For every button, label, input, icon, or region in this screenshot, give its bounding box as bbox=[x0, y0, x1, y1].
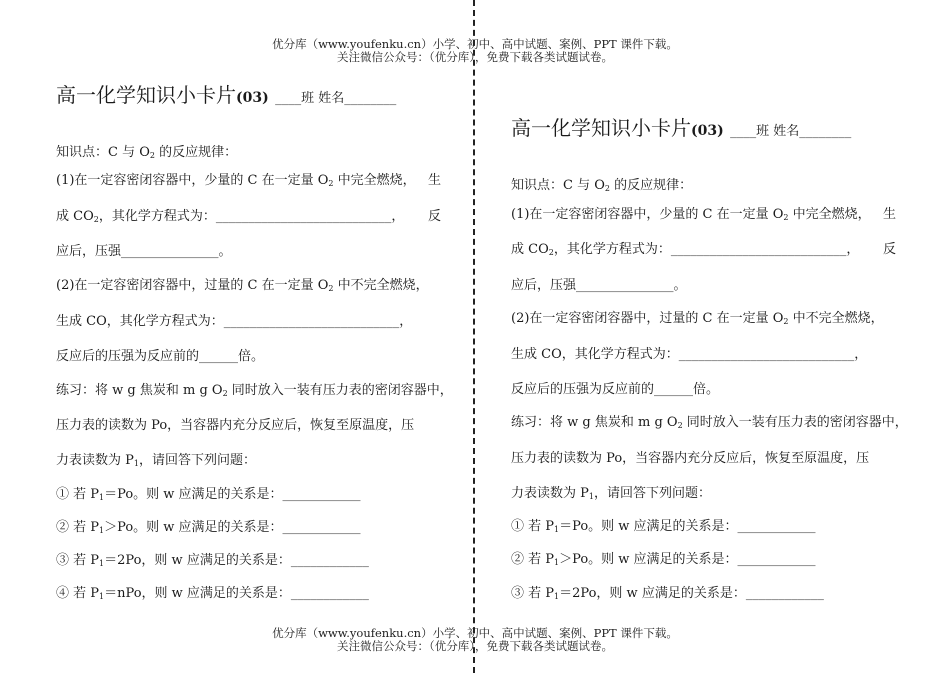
p1-line-b: 成 $CO_2$，其化学方程式为：___________________________， 反 bbox=[511, 242, 896, 257]
exercise-line-2: 压力表的读数为 Po，当容器内充分反应后，恢复至原温度，压 bbox=[511, 451, 870, 466]
knowledge-card-right bbox=[511, 116, 908, 601]
knowledge-point: 知识点：C 与 $O_2$ 的反应规律： bbox=[56, 145, 238, 160]
header-line-2: 关注微信公众号：（优分库），免费下载各类试题试卷。 bbox=[337, 50, 613, 64]
exercise-line-3: 力表读数为 $P_1$，请回答下列问题： bbox=[56, 453, 256, 468]
p2-line-b: 生成 CO，其化学方程式为：___________________________， bbox=[511, 347, 868, 362]
question-3: ③ 若 $P_1=2Po$，则 w 应满足的关系是：____________ bbox=[56, 553, 369, 568]
p1-line-b: 成 $CO_2$，其化学方程式为：___________________________， 反 bbox=[56, 209, 441, 224]
knowledge-card-left bbox=[56, 83, 453, 601]
page-header bbox=[0, 38, 950, 64]
p1-line-c: 应后，压强_______________。 bbox=[511, 278, 687, 293]
p2-line-b: 生成 CO，其化学方程式为：___________________________， bbox=[56, 314, 413, 329]
question-1: ① 若 $P_1=Po$。则 w 应满足的关系是：____________ bbox=[56, 487, 361, 502]
fold-divider bbox=[473, 0, 475, 673]
question-3: ③ 若 $P_1=2Po$，则 w 应满足的关系是：____________ bbox=[511, 586, 824, 601]
question-2: ② 若 $P_1>Po$。则 w 应满足的关系是：____________ bbox=[511, 552, 816, 567]
p2-line-a: (2)在一定容密闭容器中，过量的 C 在一定量 $O_2$ 中不完全燃烧， bbox=[56, 278, 429, 293]
knowledge-point: 知识点：C 与 $O_2$ 的反应规律： bbox=[511, 178, 693, 193]
card-title: 高一化学知识小卡片(03) ____班 姓名________ bbox=[511, 116, 852, 140]
question-2: ② 若 $P_1>Po$。则 w 应满足的关系是：____________ bbox=[56, 520, 361, 535]
header-line-1: 优分库（www.youfenku.cn）小学、初中、高中试题、案例、PPT 课件下载。 bbox=[272, 37, 678, 51]
footer-line-2: 关注微信公众号：（优分库），免费下载各类试题试卷。 bbox=[337, 639, 613, 653]
exercise-line-1: 练习：将 w g 焦炭和 m g $O_2$ 同时放入一装有压力表的密闭容器中， bbox=[56, 383, 453, 398]
exercise-line-3: 力表读数为 $P_1$，请回答下列问题： bbox=[511, 486, 711, 501]
p1-line-a: (1)在一定容密闭容器中，少量的 C 在一定量 $O_2$ 中完全燃烧， 生 bbox=[56, 173, 441, 188]
p2-line-c: 反应后的压强为反应前的______倍。 bbox=[56, 349, 265, 364]
p1-line-c: 应后，压强_______________。 bbox=[56, 244, 232, 259]
question-4: ④ 若 $P_1=nPo$，则 w 应满足的关系是：____________ bbox=[56, 586, 369, 601]
card-title: 高一化学知识小卡片(03) ____班 姓名________ bbox=[56, 83, 397, 107]
p2-line-c: 反应后的压强为反应前的______倍。 bbox=[511, 382, 720, 397]
question-1: ① 若 $P_1=Po$。则 w 应满足的关系是：____________ bbox=[511, 519, 816, 534]
p2-line-a: (2)在一定容密闭容器中，过量的 C 在一定量 $O_2$ 中不完全燃烧， bbox=[511, 311, 884, 326]
exercise-line-1: 练习：将 w g 焦炭和 m g $O_2$ 同时放入一装有压力表的密闭容器中， bbox=[511, 415, 908, 430]
page-footer bbox=[0, 627, 950, 653]
footer-line-1: 优分库（www.youfenku.cn）小学、初中、高中试题、案例、PPT 课件下载。 bbox=[272, 626, 678, 640]
p1-line-a: (1)在一定容密闭容器中，少量的 C 在一定量 $O_2$ 中完全燃烧， 生 bbox=[511, 207, 896, 222]
exercise-line-2: 压力表的读数为 Po，当容器内充分反应后，恢复至原温度，压 bbox=[56, 418, 415, 433]
